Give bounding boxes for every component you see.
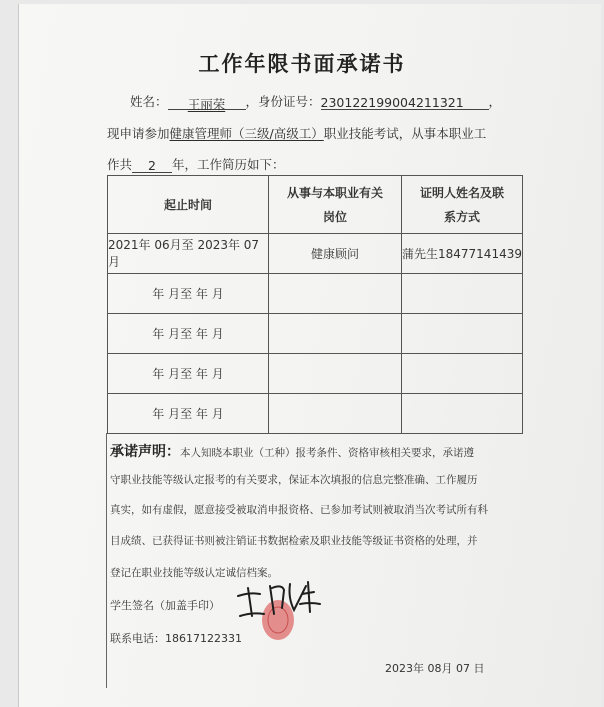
fingerprint-icon [262, 600, 294, 640]
period-cell: 2021年 06月至 2023年 07月 [108, 234, 269, 274]
contact-cell: 蒲先生18477141439 [402, 234, 523, 274]
declaration-line-4: 目成绩、已获得证书则被注销证书数据检索及职业技能等级证书资格的处理，并 [110, 535, 478, 547]
years-prefix: 作共 [107, 157, 133, 172]
declaration-line-2: 守职业技能等级认定报考的有关要求，保证本次填报的信息完整准确、工作履历 [110, 474, 478, 486]
period-cell: 年 月至 年 月 [108, 354, 269, 394]
table-row [108, 274, 523, 314]
table-header-row [108, 176, 523, 234]
contact-cell [402, 314, 523, 354]
contact-cell [402, 274, 523, 314]
signature-with-fingerprint [230, 568, 350, 648]
header-period: 起止时间 [108, 176, 269, 234]
form-border-line [106, 433, 107, 688]
name-label: 姓名： [130, 94, 168, 109]
post-cell: 健康顾问 [269, 234, 402, 274]
signing-date: 2023年 08月 07 日 [385, 662, 485, 675]
table-row [108, 234, 523, 274]
post-cell [269, 314, 402, 354]
post-cell [269, 354, 402, 394]
table-row [108, 314, 523, 354]
period-cell: 年 月至 年 月 [108, 274, 269, 314]
page-title: 工作年限书面承诺书 [198, 52, 406, 76]
declaration-line-5: 登记在职业技能等级认定诚信档案。 [110, 567, 278, 579]
years-suffix: 年，工作简历如下： [172, 157, 285, 172]
exam-name: 健康管理师（三级/高级工） [169, 126, 324, 141]
period-cell: 年 月至 年 月 [108, 314, 269, 354]
work-history-table [107, 175, 523, 434]
table-row [108, 394, 523, 434]
post-cell [269, 274, 402, 314]
period-cell: 年 月至 年 月 [108, 394, 269, 434]
phone-value: 18617122331 [165, 632, 242, 645]
declaration-line-1: 承诺声明：本人知晓本职业（工种）报考条件、资格审核相关要求，承诺遵 [110, 444, 474, 460]
header-post: 从事与本职业有关岗位 [269, 176, 402, 234]
id-value: 230122199004211321 [320, 95, 464, 110]
phone-line [110, 630, 242, 646]
years-line [107, 155, 285, 173]
exam-suffix: 职业技能考试，从事本职业工 [323, 126, 487, 141]
exam-line [107, 124, 486, 142]
declaration-line-3: 真实，如有虚假，愿意接受被取消申报资格、已参加考试则被取消当次考试所有科 [110, 504, 488, 516]
declaration-heading: 承诺声明： [110, 444, 180, 460]
name-id-line: 姓名： 王丽荣 ，身份证号：230122199004211321 ， [130, 94, 502, 112]
signature-label: 学生签名（加盖手印） [110, 599, 220, 612]
years-value: 2 [148, 158, 156, 173]
phone-label: 联系电话： [110, 632, 165, 645]
header-contact: 证明人姓名及联系方式 [402, 176, 523, 234]
name-value: 王丽荣 [187, 97, 226, 112]
contact-cell [402, 354, 523, 394]
exam-prefix: 现申请参加 [107, 126, 170, 141]
post-cell [269, 394, 402, 434]
id-label: ，身份证号： [245, 94, 321, 109]
table-row [108, 354, 523, 394]
contact-cell [402, 394, 523, 434]
